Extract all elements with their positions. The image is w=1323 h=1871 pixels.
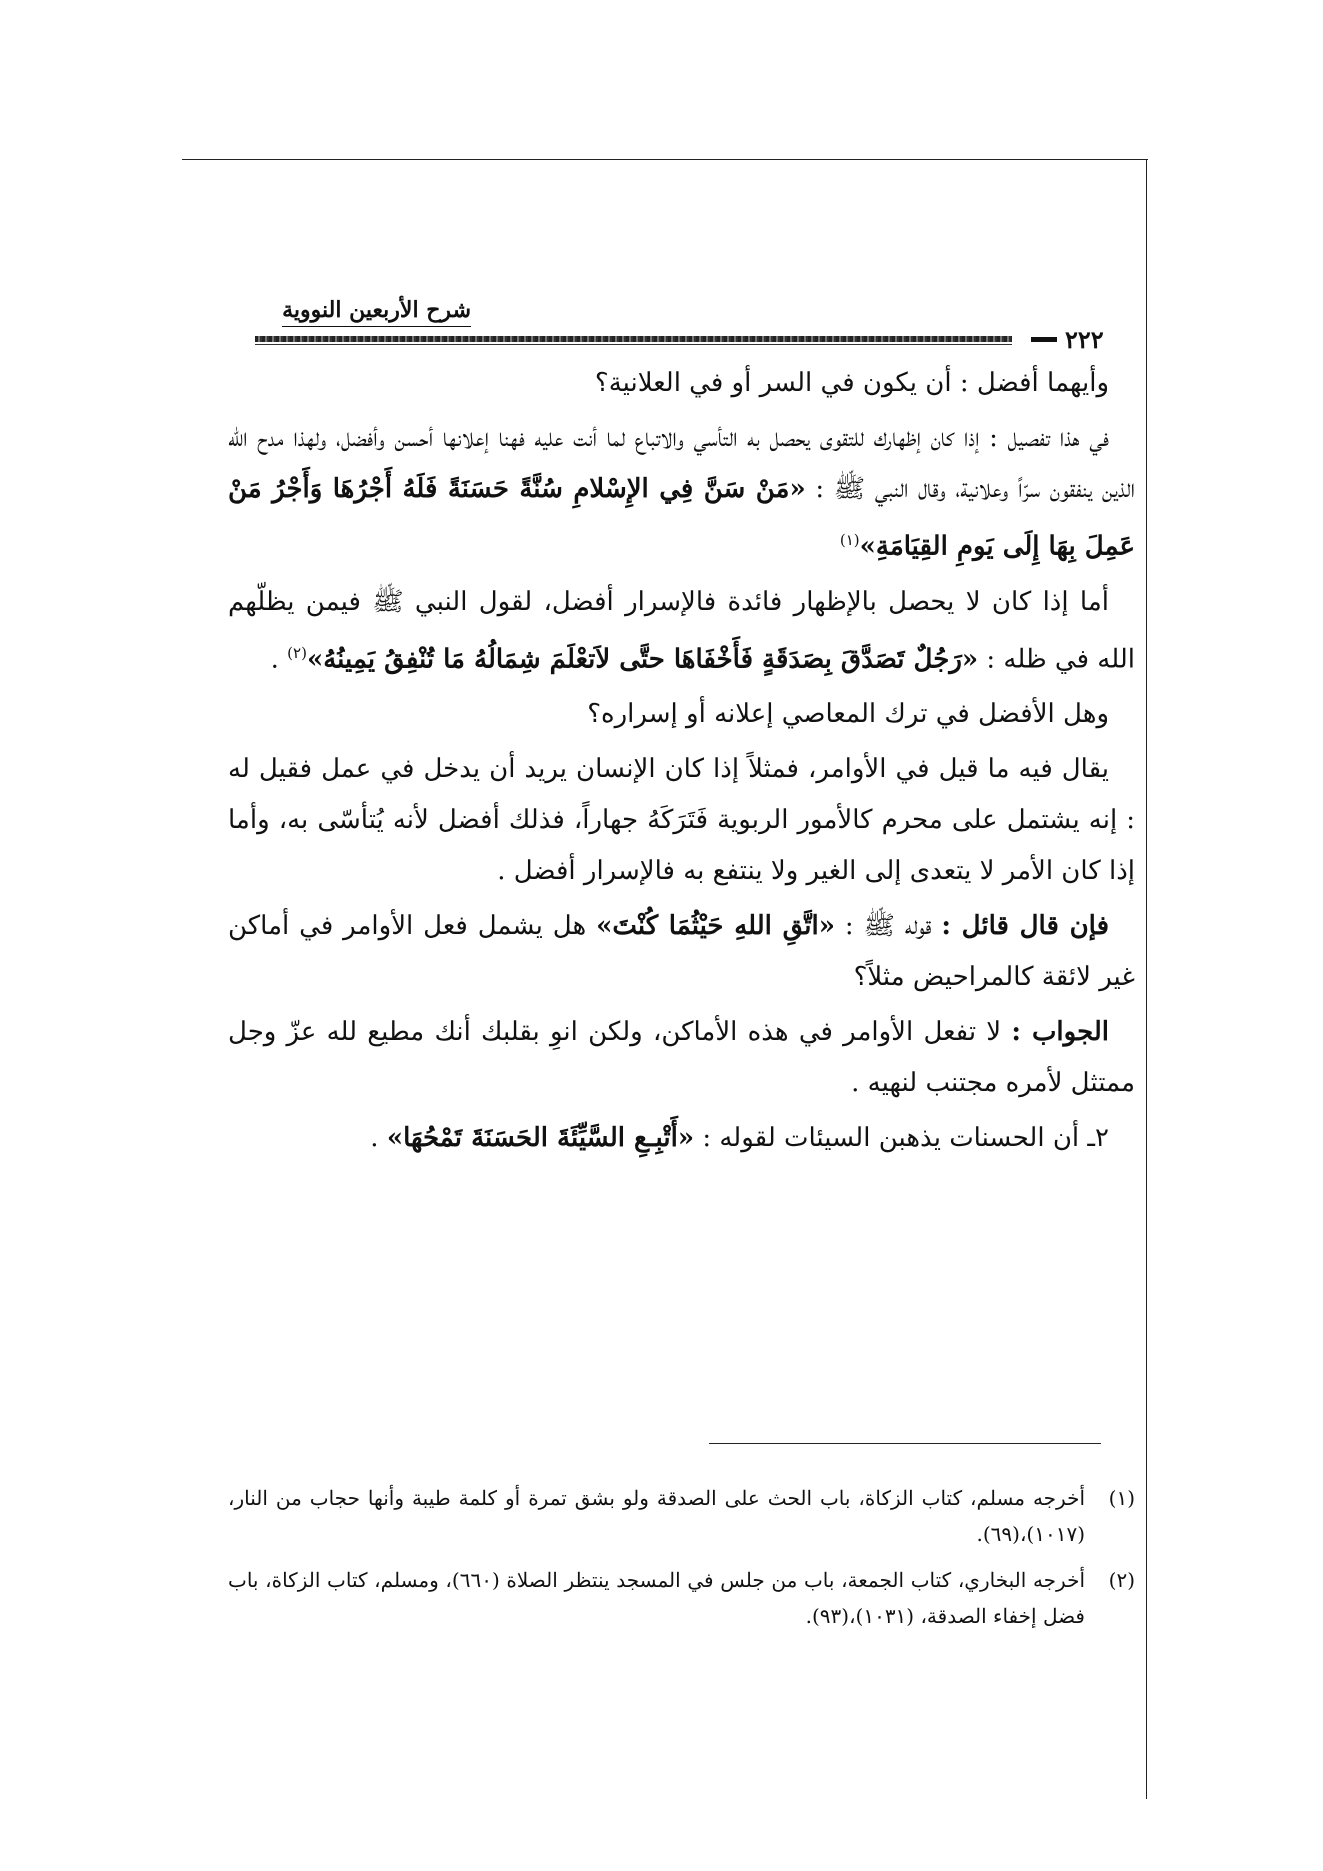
paragraph-3 xyxy=(228,577,1135,686)
footnote-number: (٢) xyxy=(1108,1568,1135,1592)
answer-label: الجواب : xyxy=(1011,1017,1110,1048)
paragraph-2-text: في هذا تفصيل : إذا كان إظهارك للتقوى يحصل به التأسي والاتباع لما أنت عليه فهنا إعلانها أحسن وأفضل، ولهذا مدح الله الذين ينفقون سرّاً وعلانية، وقال النبي ﷺ : xyxy=(228,423,1135,504)
footnote-ref-2[interactable]: (٢) xyxy=(287,643,307,662)
footnote-text: أخرجه البخاري، كتاب الجمعة، باب من جلس في المسجد ينتظر الصلاة (٦٦٠)، ومسلم، كتاب الزكاة، باب فضل إخفاء الصدقة، (١٠٣١)،(٩٣). xyxy=(228,1568,1085,1628)
paragraph-3-end: . xyxy=(270,644,288,675)
question-label: فإن قال قائل : xyxy=(941,911,1110,942)
footnote-separator xyxy=(709,1443,1101,1444)
page-frame-top xyxy=(182,159,1148,160)
paragraph-2 xyxy=(228,413,1135,573)
page-number-bar xyxy=(1031,337,1057,342)
running-title: شرح الأربعين النووية xyxy=(282,296,471,327)
paragraph-3-text: أما إذا كان لا يحصل بالإظهار فائدة فالإسرار أفضل، لقول النبي ﷺ فيمن يظلّهم الله في ظله : xyxy=(228,586,1135,675)
footnote-1 xyxy=(228,1480,1135,1552)
paragraph-7 xyxy=(228,1007,1135,1109)
paragraph-6 xyxy=(228,901,1135,1003)
paragraph-8-text: ٢ـ أن الحسنات يذهبن السيئات لقوله : xyxy=(694,1123,1109,1154)
footnote-2 xyxy=(228,1562,1135,1634)
footnotes xyxy=(228,1480,1135,1644)
footnote-text: أخرجه مسلم، كتاب الزكاة، باب الحث على الصدقة ولو بشق تمرة أو كلمة طيبة وأنها حجاب من النار، (١٠١٧)،(٦٩). xyxy=(228,1486,1085,1546)
hadith-quote-3: «اتَّقِ اللهِ حَيْثُمَا كُنْتَ» xyxy=(596,911,835,942)
hadith-quote-4: «أَتْبِـعِ السَّيِّئَةَ الحَسَنَةَ تَمْحُهَا» xyxy=(386,1123,695,1154)
header-rule xyxy=(255,336,1012,342)
paragraph-7-text: لا تفعل الأوامر في هذه الأماكن، ولكن انوِ بقلبك أنك مطيع لله عزّ وجل ممتثل لأمره مجتنب لنهيه . xyxy=(228,1017,1135,1099)
paragraph-5: يقال فيه ما قيل في الأوامر، فمثلاً إذا كان الإنسان يريد أن يدخل في عمل فقيل له : إنه يشتمل على محرم كالأمور الربوية فَتَرَكَهُ جهاراً، فذلك أفضل لأنه يُتأسّى به، وأما إذا كان الأمر لا يتعدى إلى الغير ولا ينتفع به فالإسرار أفضل . xyxy=(228,754,1135,887)
paragraph-1: وأيهما أفضل : أن يكون في السر أو في العلانية؟ xyxy=(594,368,1109,398)
paragraph-8 xyxy=(228,1113,1135,1164)
page-number: ٢٢٢ xyxy=(1065,324,1104,354)
paragraph-6-pre: قوله ﷺ : xyxy=(834,911,942,942)
paragraph-8-end: . xyxy=(370,1123,387,1154)
page-number-block xyxy=(1031,324,1113,354)
hadith-quote-1: «مَنْ سَنَّ فِي الإِسْلامِ سُنَّةً حَسَنَةً فَلَهُ أَجْرُهَا وَأَجْرُ مَنْ عَمِلَ بِهَا إِلَى يَومِ القِيَامَةِ» xyxy=(228,474,1135,562)
footnote-number: (١) xyxy=(1108,1486,1135,1510)
page-frame-right xyxy=(1146,159,1147,1799)
paragraph-4: وهل الأفضل في ترك المعاصي إعلانه أو إسراره؟ xyxy=(587,699,1109,730)
footnote-ref-1[interactable]: (١) xyxy=(839,531,860,549)
paragraph-6-post: هل يشمل فعل الأوامر في أماكن غير لائقة كالمراحيض مثلاً؟ xyxy=(228,911,1135,993)
hadith-quote-2: «رَجُلٌ تَصَدَّقَ بِصَدَقَةٍ فَأَخْفَاهَا حتَّى لاَتعْلَمَ شِمَالُهُ مَا تُنْفِقُ يَمِينُهُ» xyxy=(306,644,979,675)
body-text xyxy=(228,358,1135,1168)
